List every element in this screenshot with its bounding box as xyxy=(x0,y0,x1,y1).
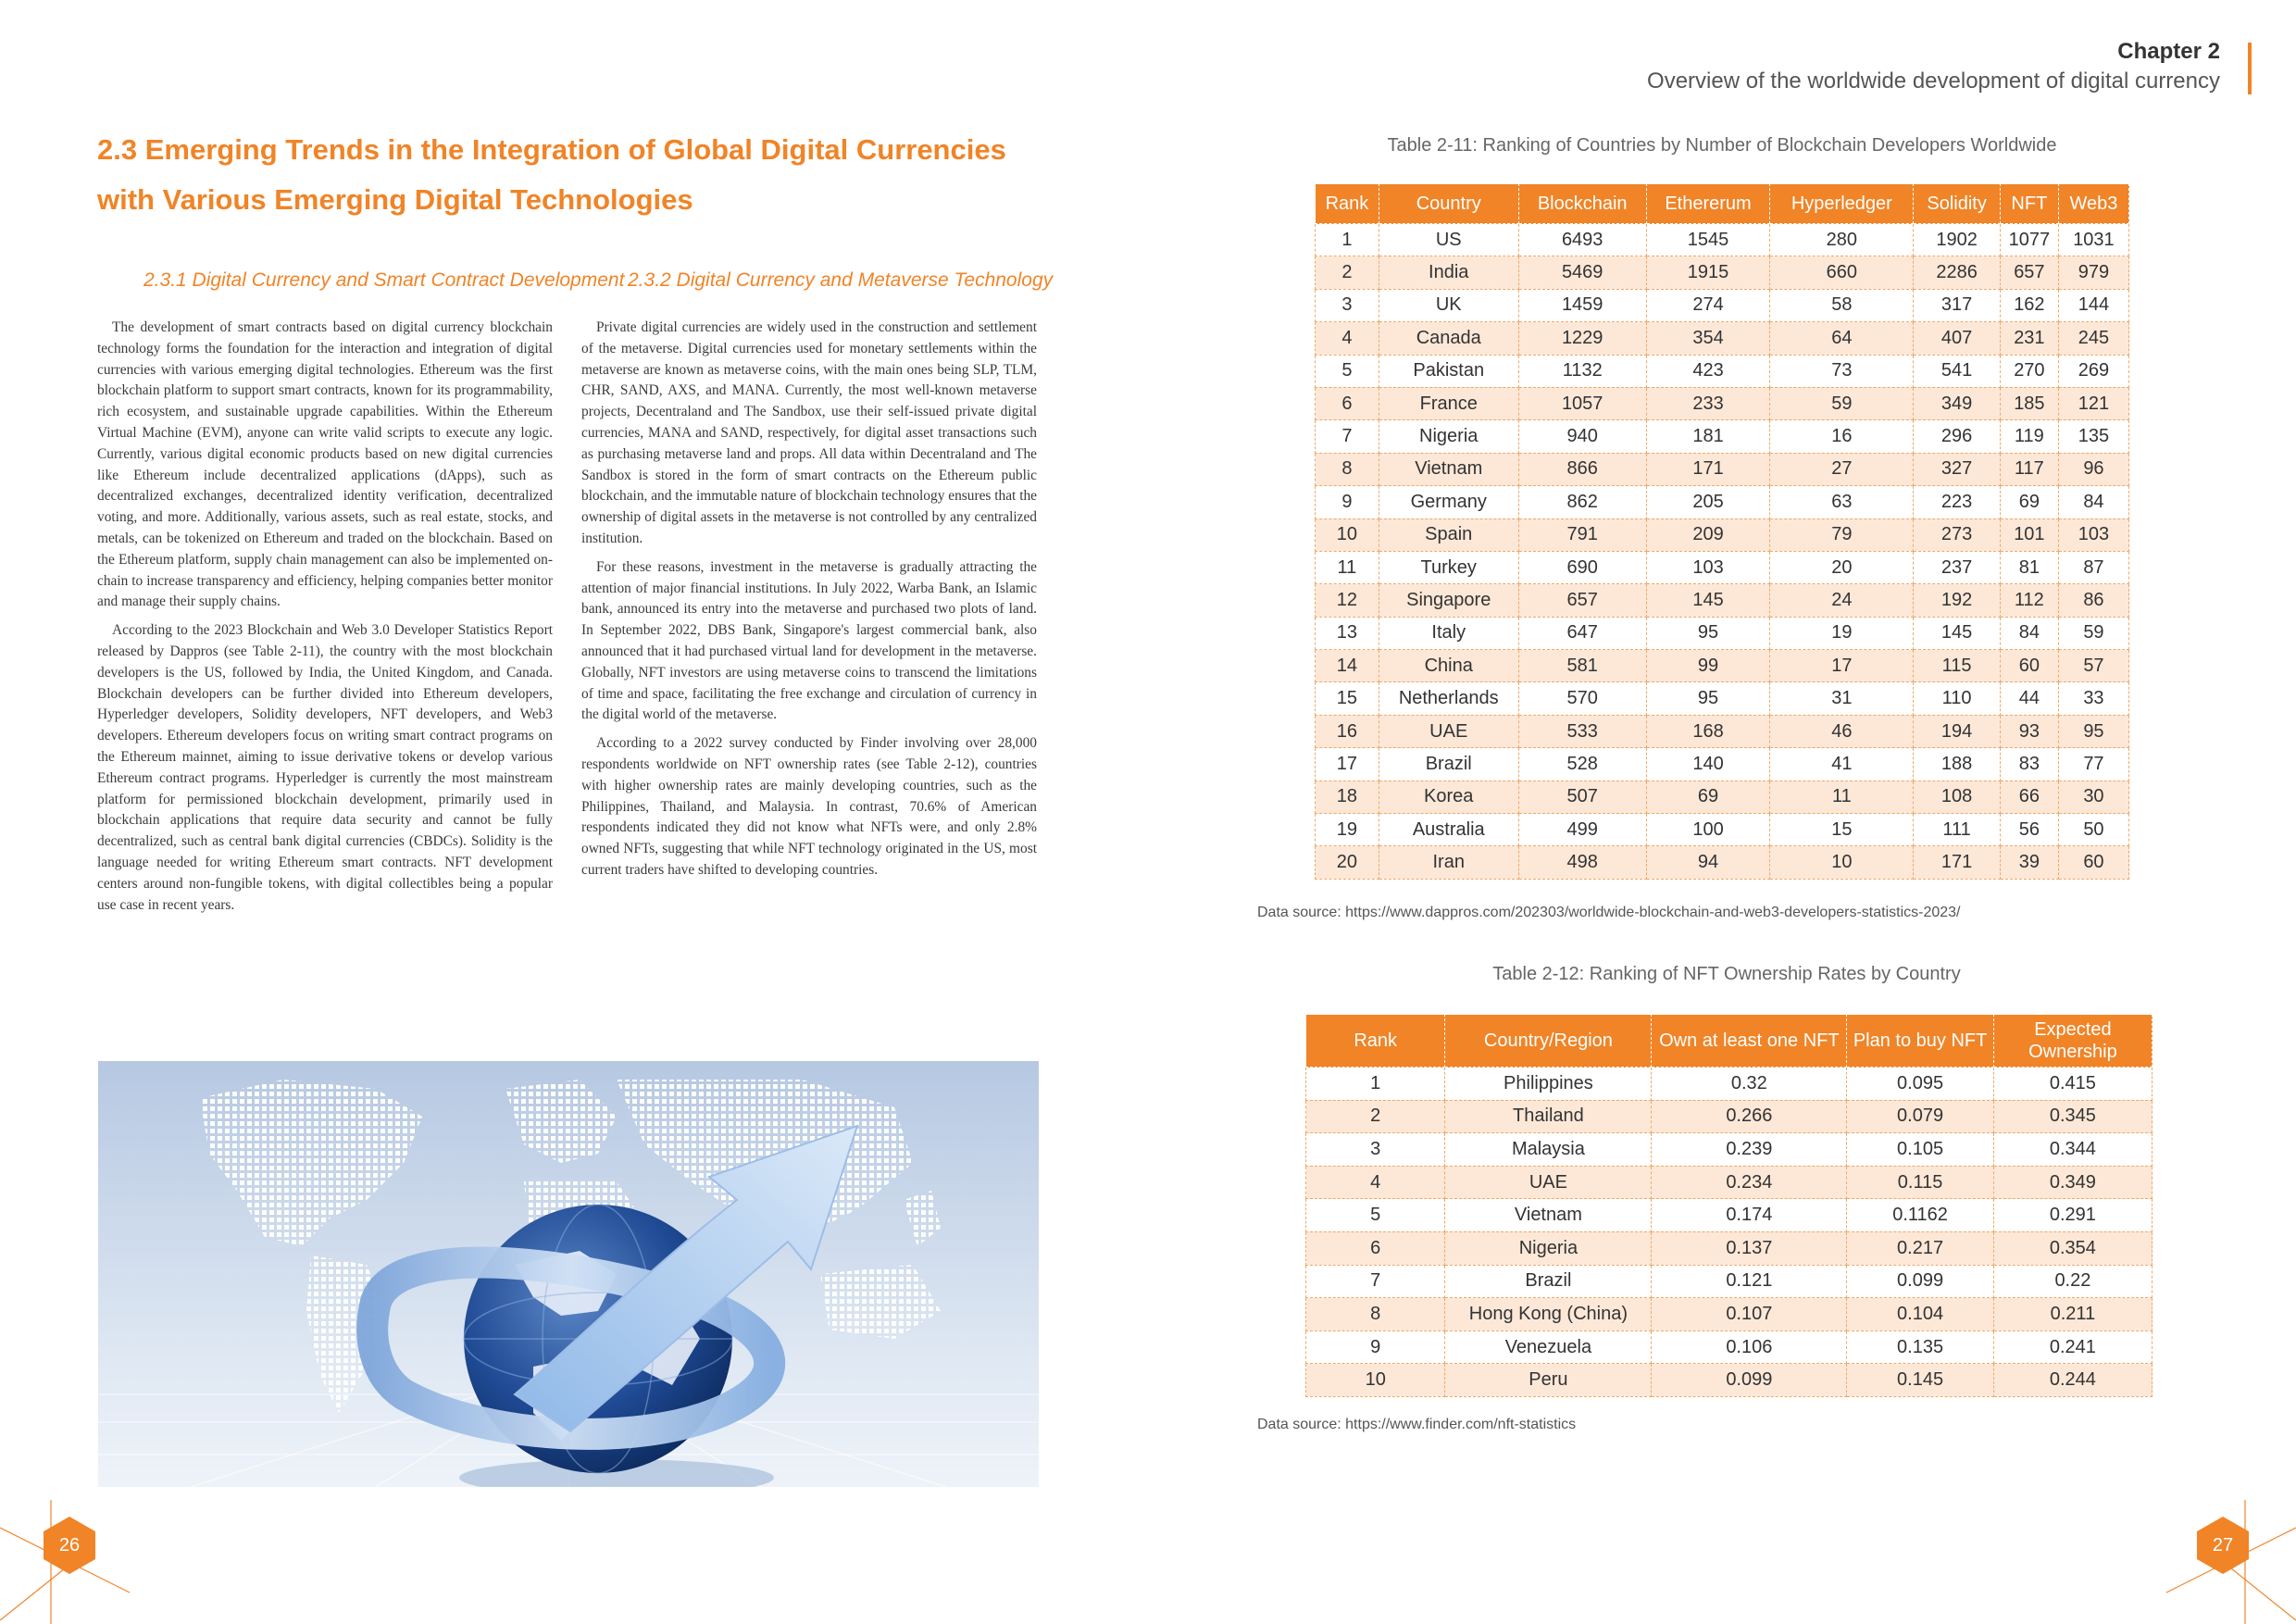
table-cell: 69 xyxy=(1646,781,1770,813)
table-cell: 162 xyxy=(2000,289,2058,321)
table-cell: 0.345 xyxy=(1993,1100,2152,1133)
table-cell: 1077 xyxy=(2000,224,2058,256)
table-cell: 83 xyxy=(2000,748,2058,781)
globe-arrow-illustration xyxy=(98,1061,1039,1487)
table-cell: 9 xyxy=(1306,1330,1445,1364)
table-cell: 4 xyxy=(1306,1166,1445,1199)
table-cell: 108 xyxy=(1914,781,2000,813)
table-cell: 0.106 xyxy=(1652,1330,1847,1364)
table-cell: 354 xyxy=(1646,322,1770,355)
col-header: Plan to buy NFT xyxy=(1847,1015,1994,1068)
table-row xyxy=(1306,1265,2152,1298)
table-cell: 13 xyxy=(1316,617,1379,649)
table-cell: 15 xyxy=(1770,814,1914,846)
table-cell: 3 xyxy=(1306,1133,1445,1167)
chapter-header xyxy=(1647,37,2220,96)
table-row xyxy=(1316,518,2129,551)
table-cell: 1915 xyxy=(1646,256,1770,289)
table-cell: China xyxy=(1379,650,1518,682)
table-cell: 647 xyxy=(1518,617,1646,649)
table-cell: 119 xyxy=(2000,420,2058,453)
table-cell: India xyxy=(1379,256,1518,289)
chapter-number: Chapter 2 xyxy=(2117,39,2220,64)
table-cell: 533 xyxy=(1518,715,1646,747)
table-cell: 100 xyxy=(1646,814,1770,846)
table-cell: 0.32 xyxy=(1652,1068,1847,1101)
table-cell: 209 xyxy=(1646,518,1770,551)
paragraph: For these reasons, investment in the metaverse is gradually attracting the attention of major financial institutions. In July 2022, Warba Bank, an Islamic bank, announced its entry into the metaverse and purchased two plots of land. In September 2022, DBS Bank, Singapore's largest commercial bank, also announced that it had purchased virtual land for development in the metaverse. Globally, NFT investors are using metaverse coins to transcend the limitations of time and space, facilitating the free exchange and circulation of currency in the digital world of the metaverse. xyxy=(581,558,1037,723)
table1-source: Data source: https://www.dappros.com/202303/worldwide-blockchain-and-web3-developers-statistics-2023/ xyxy=(1257,905,1961,920)
table-cell: 0.239 xyxy=(1652,1133,1847,1167)
table-cell: 5469 xyxy=(1518,256,1646,289)
table-row xyxy=(1316,551,2129,583)
table-cell: 570 xyxy=(1518,682,1646,715)
table-cell: 57 xyxy=(2058,650,2128,682)
table-cell: 1031 xyxy=(2058,224,2128,256)
table-cell: 18 xyxy=(1316,781,1379,813)
table-row xyxy=(1316,846,2129,879)
table-cell: 110 xyxy=(1914,682,2000,715)
table-cell: Vietnam xyxy=(1379,453,1518,485)
table-cell: France xyxy=(1379,387,1518,419)
table-cell: 145 xyxy=(1646,584,1770,617)
table-cell: Hong Kong (China) xyxy=(1445,1298,1652,1331)
table-cell: 96 xyxy=(2058,453,2128,485)
table-row xyxy=(1316,617,2129,649)
table-row xyxy=(1316,682,2129,715)
table-cell: UAE xyxy=(1445,1166,1652,1199)
table-cell: Italy xyxy=(1379,617,1518,649)
table-cell: 7 xyxy=(1306,1265,1445,1298)
table-row xyxy=(1316,420,2129,453)
table-cell: 231 xyxy=(2000,322,2058,355)
table-cell: Thailand xyxy=(1445,1100,1652,1133)
table-cell: 581 xyxy=(1518,650,1646,682)
table-row xyxy=(1316,748,2129,781)
table-cell: Nigeria xyxy=(1379,420,1518,453)
table-cell: 690 xyxy=(1518,551,1646,583)
table-row xyxy=(1316,584,2129,617)
table-cell: 0.354 xyxy=(1993,1231,2152,1265)
table-cell: 0.137 xyxy=(1652,1231,1847,1265)
table-row xyxy=(1306,1298,2152,1331)
col-header: Web3 xyxy=(2058,184,2128,224)
table-cell: 79 xyxy=(1770,518,1914,551)
table-cell: 30 xyxy=(2058,781,2128,813)
table-cell: 39 xyxy=(2000,846,2058,879)
table-cell: 194 xyxy=(1914,715,2000,747)
table-cell: 979 xyxy=(2058,256,2128,289)
col-header: Ethererum xyxy=(1646,184,1770,224)
table-cell: 117 xyxy=(2000,453,2058,485)
table-cell: 95 xyxy=(2058,715,2128,747)
table-row xyxy=(1306,1330,2152,1364)
table-cell: 0.135 xyxy=(1847,1330,1994,1364)
table-row xyxy=(1306,1133,2152,1167)
table-row xyxy=(1306,1199,2152,1232)
table-cell: Peru xyxy=(1445,1364,1652,1397)
table-cell: 269 xyxy=(2058,355,2128,387)
blockchain-developers-table xyxy=(1315,183,2129,880)
subsection-title-b: 2.3.2 Digital Currency and Metaverse Technology xyxy=(628,269,1054,291)
table-cell: 84 xyxy=(2000,617,2058,649)
table-cell: 6493 xyxy=(1518,224,1646,256)
table-cell: 17 xyxy=(1770,650,1914,682)
table-cell: 8 xyxy=(1316,453,1379,485)
table-cell: 95 xyxy=(1646,617,1770,649)
col-header: Country/Region xyxy=(1445,1015,1652,1068)
paragraph: The development of smart contracts based on digital currency blockchain technology forms the foundation for the interaction and integration of digital currencies with various emerging digital technologies. Ethereum was the first blockchain platform to support smart contracts, known for its programmability, rich ecosystem, and sustainable upgrade capabilities. Within the Ethereum Virtual Machine (EVM), anyone can write valid scripts to execute any logic. Currently, various digital economic products based on new digital currencies like Ethereum include decentralized applications (dApps), such as decentralized exchanges, decentralized identity verification, decentralized voting, and more. Additionally, various assets, such as real estate, stocks, and metals, can be tokenized on Ethereum and traded on the blockchain. Based on the Ethereum platform, supply chain management can also be implemented on-chain to increase transparency and efficiency, helping companies better monitor and manage their supply chains. xyxy=(97,319,553,610)
table-header-row xyxy=(1316,184,2129,224)
table-cell: 528 xyxy=(1518,748,1646,781)
col-header: Expected Ownership xyxy=(1993,1015,2152,1068)
table-cell: 407 xyxy=(1914,322,2000,355)
table-cell: 0.415 xyxy=(1993,1068,2152,1101)
table-cell: 498 xyxy=(1518,846,1646,879)
table-cell: 14 xyxy=(1316,650,1379,682)
table-row xyxy=(1316,322,2129,355)
table2-source: Data source: https://www.finder.com/nft-statistics xyxy=(1257,1417,1577,1432)
table-cell: 168 xyxy=(1646,715,1770,747)
table-cell: 19 xyxy=(1770,617,1914,649)
table-cell: 87 xyxy=(2058,551,2128,583)
table-cell: 12 xyxy=(1316,584,1379,617)
table-row xyxy=(1316,453,2129,485)
table-cell: Germany xyxy=(1379,486,1518,518)
table-cell: 1 xyxy=(1306,1068,1445,1101)
table-row xyxy=(1306,1068,2152,1101)
table-cell: 940 xyxy=(1518,420,1646,453)
table-cell: 0.234 xyxy=(1652,1166,1847,1199)
table-cell: 84 xyxy=(2058,486,2128,518)
col-header: Rank xyxy=(1306,1015,1445,1068)
table-cell: 862 xyxy=(1518,486,1646,518)
table-cell: 171 xyxy=(1914,846,2000,879)
table-cell: 46 xyxy=(1770,715,1914,747)
table-cell: 237 xyxy=(1914,551,2000,583)
table-cell: 866 xyxy=(1518,453,1646,485)
table-cell: 31 xyxy=(1770,682,1914,715)
table-cell: 1902 xyxy=(1914,224,2000,256)
table-cell: 0.1162 xyxy=(1847,1199,1994,1232)
table-cell: UK xyxy=(1379,289,1518,321)
table-cell: 50 xyxy=(2058,814,2128,846)
table-row xyxy=(1316,650,2129,682)
table-cell: 1545 xyxy=(1646,224,1770,256)
table-cell: 121 xyxy=(2058,387,2128,419)
table-cell: 115 xyxy=(1914,650,2000,682)
table-cell: 245 xyxy=(2058,322,2128,355)
table-cell: 10 xyxy=(1316,518,1379,551)
table-cell: Philippines xyxy=(1445,1068,1652,1101)
table-cell: 58 xyxy=(1770,289,1914,321)
table-cell: 59 xyxy=(2058,617,2128,649)
table-row xyxy=(1316,224,2129,256)
table-cell: 181 xyxy=(1646,420,1770,453)
page-number-left: 26 xyxy=(58,1535,81,1555)
table-cell: 111 xyxy=(1914,814,2000,846)
table-cell: 0.291 xyxy=(1993,1199,2152,1232)
table-cell: 33 xyxy=(2058,682,2128,715)
table-cell: 27 xyxy=(1770,453,1914,485)
col-header: Country xyxy=(1379,184,1518,224)
table-cell: 0.115 xyxy=(1847,1166,1994,1199)
table-cell: 192 xyxy=(1914,584,2000,617)
table-cell: 6 xyxy=(1316,387,1379,419)
table-row xyxy=(1316,387,2129,419)
table-cell: 5 xyxy=(1316,355,1379,387)
table-cell: Korea xyxy=(1379,781,1518,813)
table-cell: 507 xyxy=(1518,781,1646,813)
table-cell: 64 xyxy=(1770,322,1914,355)
table-cell: 0.099 xyxy=(1652,1364,1847,1397)
table-cell: 112 xyxy=(2000,584,2058,617)
table-cell: 2286 xyxy=(1914,256,2000,289)
table-row xyxy=(1316,289,2129,321)
table-cell: 81 xyxy=(2000,551,2058,583)
table-cell: 188 xyxy=(1914,748,2000,781)
table-cell: 233 xyxy=(1646,387,1770,419)
table-cell: 205 xyxy=(1646,486,1770,518)
table-cell: 0.241 xyxy=(1993,1330,2152,1364)
table-cell: 77 xyxy=(2058,748,2128,781)
table-cell: UAE xyxy=(1379,715,1518,747)
table-cell: 1057 xyxy=(1518,387,1646,419)
table-cell: 19 xyxy=(1316,814,1379,846)
table-cell: 63 xyxy=(1770,486,1914,518)
table-cell: Canada xyxy=(1379,322,1518,355)
table-cell: Pakistan xyxy=(1379,355,1518,387)
col-header: Own at least one NFT xyxy=(1652,1015,1847,1068)
table-cell: 0.107 xyxy=(1652,1298,1847,1331)
table-cell: 135 xyxy=(2058,420,2128,453)
paragraph: Private digital currencies are widely used in the construction and settlement of the metaverse. Digital currencies used for monetary settlements within the metaverse are known as metaverse coins, with the main ones being SLP, TLM, CHR, SAND, AXS, and MANA. Currently, the most well-known metaverse projects, Decentraland and The Sandbox, use their self-issued private digital currencies, MANA and SAND, respectively, for digital asset transactions such as purchasing metaverse land and props. All data within Decentraland and The Sandbox is stored in the form of smart contracts on the Ethereum public blockchain, and the immutable nature of blockchain technology ensures that the ownership of digital assets in the metaverse is not controlled by any centralized institution. xyxy=(581,319,1037,546)
table-cell: 0.174 xyxy=(1652,1199,1847,1232)
table-cell: Malaysia xyxy=(1445,1133,1652,1167)
table-cell: Iran xyxy=(1379,846,1518,879)
table-cell: 101 xyxy=(2000,518,2058,551)
table-cell: 20 xyxy=(1316,846,1379,879)
table-cell: 8 xyxy=(1306,1298,1445,1331)
table-cell: 5 xyxy=(1306,1199,1445,1232)
table-cell: 2 xyxy=(1306,1100,1445,1133)
table-cell: 0.105 xyxy=(1847,1133,1994,1167)
table-cell: Singapore xyxy=(1379,584,1518,617)
table-cell: Venezuela xyxy=(1445,1330,1652,1364)
table-cell: 0.349 xyxy=(1993,1166,2152,1199)
table-row xyxy=(1316,814,2129,846)
text-column-a xyxy=(97,318,553,923)
table-cell: 0.079 xyxy=(1847,1100,1994,1133)
page-number-right: 27 xyxy=(2212,1535,2234,1555)
table-cell: 6 xyxy=(1306,1231,1445,1265)
table-cell: 3 xyxy=(1316,289,1379,321)
table-row xyxy=(1316,486,2129,518)
table-cell: 15 xyxy=(1316,682,1379,715)
table-cell: 59 xyxy=(1770,387,1914,419)
table-cell: 541 xyxy=(1914,355,2000,387)
table-cell: 1229 xyxy=(1518,322,1646,355)
paragraph: According to a 2022 survey conducted by Finder involving over 28,000 respondents worldwide on NFT ownership rates (see Table 2-12), countries with higher ownership rates are mainly developing countries, such as the Philippines, Thailand, and Malaysia. In contrast, 70.6% of American respondents indicated they did not know what NFTs were, and only 2.8% owned NFTs, suggesting that while NFT technology originated in the US, most current traders have shifted to developing countries. xyxy=(581,735,1037,878)
table-cell: Netherlands xyxy=(1379,682,1518,715)
table-row xyxy=(1306,1166,2152,1199)
chapter-accent-bar xyxy=(2248,43,2252,94)
table-cell: 103 xyxy=(1646,551,1770,583)
table-cell: 1 xyxy=(1316,224,1379,256)
table-cell: 11 xyxy=(1770,781,1914,813)
table-cell: Nigeria xyxy=(1445,1231,1652,1265)
paragraph: According to the 2023 Blockchain and Web 3.0 Developer Statistics Report released by Dappros (see Table 2-11), the country with the most blockchain developers is the US, followed by India, the United Kingdom, and Canada. Blockchain developers can be further divided into Ethereum developers, Hyperledger developers, Solidity developers, NFT developers, and Web3 developers. Ethereum developers focus on writing smart contract programs on the Ethereum mainnet, aiming to issue derivative tokens or develop various Ethereum contract programs. Hyperledger is currently the most mainstream platform for permissioned blockchain development, primarily used in blockchain applications that require data security and cannot be fully decentralized, such as central bank digital currencies (CBDCs). Solidity is the language needed for writing Ethereum smart contracts. NFT development centers around non-fungible tokens, with digital collectibles being a popular use case in recent years. xyxy=(97,622,553,913)
table2-caption: Table 2-12: Ranking of NFT Ownership Rates by Country xyxy=(1492,964,1961,984)
table-cell: Spain xyxy=(1379,518,1518,551)
table-cell: 185 xyxy=(2000,387,2058,419)
table-cell: 11 xyxy=(1316,551,1379,583)
table-row xyxy=(1316,715,2129,747)
chapter-subtitle: Overview of the worldwide development of digital currency xyxy=(1647,69,2220,94)
table-cell: 0.145 xyxy=(1847,1364,1994,1397)
table-cell: 270 xyxy=(2000,355,2058,387)
table-row xyxy=(1306,1100,2152,1133)
table-cell: Vietnam xyxy=(1445,1199,1652,1232)
table-row xyxy=(1306,1231,2152,1265)
table-cell: 103 xyxy=(2058,518,2128,551)
corner-line-right xyxy=(2166,1500,2296,1624)
table-cell: 16 xyxy=(1770,420,1914,453)
table-cell: 10 xyxy=(1306,1364,1445,1397)
table-cell: 0.217 xyxy=(1847,1231,1994,1265)
table-cell: Brazil xyxy=(1445,1265,1652,1298)
table-row xyxy=(1316,355,2129,387)
table-cell: 0.211 xyxy=(1993,1298,2152,1331)
table-cell: 0.104 xyxy=(1847,1298,1994,1331)
table-cell: 660 xyxy=(1770,256,1914,289)
table-header-row xyxy=(1306,1015,2152,1068)
table-cell: US xyxy=(1379,224,1518,256)
table-cell: 327 xyxy=(1914,453,2000,485)
table-cell: 657 xyxy=(1518,584,1646,617)
col-header: Solidity xyxy=(1914,184,2000,224)
col-header: Hyperledger xyxy=(1770,184,1914,224)
nft-ownership-table xyxy=(1305,1014,2152,1397)
table-cell: 60 xyxy=(2000,650,2058,682)
table-cell: 0.244 xyxy=(1993,1364,2152,1397)
table-cell: 0.121 xyxy=(1652,1265,1847,1298)
table-cell: 280 xyxy=(1770,224,1914,256)
table-cell: 10 xyxy=(1770,846,1914,879)
table-cell: 273 xyxy=(1914,518,2000,551)
table-cell: 317 xyxy=(1914,289,2000,321)
table-cell: 499 xyxy=(1518,814,1646,846)
table-cell: 657 xyxy=(2000,256,2058,289)
section-title: 2.3 Emerging Trends in the Integration of Global Digital Currencies with Various Emerging Digital Technologies xyxy=(97,133,1006,216)
subsection-title-a: 2.3.1 Digital Currency and Smart Contract Development xyxy=(144,269,625,291)
table-cell: 144 xyxy=(2058,289,2128,321)
table-cell: 145 xyxy=(1914,617,2000,649)
table-cell: 9 xyxy=(1316,486,1379,518)
table-cell: 93 xyxy=(2000,715,2058,747)
table1-caption: Table 2-11: Ranking of Countries by Number of Blockchain Developers Worldwide xyxy=(1387,135,2057,156)
table-cell: 99 xyxy=(1646,650,1770,682)
table-cell: 349 xyxy=(1914,387,2000,419)
table-cell: 66 xyxy=(2000,781,2058,813)
table-cell: 73 xyxy=(1770,355,1914,387)
table-cell: 24 xyxy=(1770,584,1914,617)
table-cell: 16 xyxy=(1316,715,1379,747)
table-cell: 86 xyxy=(2058,584,2128,617)
table-cell: 60 xyxy=(2058,846,2128,879)
table-cell: 0.266 xyxy=(1652,1100,1847,1133)
table-cell: 223 xyxy=(1914,486,2000,518)
table-row xyxy=(1316,256,2129,289)
table-cell: 0.22 xyxy=(1993,1265,2152,1298)
table-cell: 171 xyxy=(1646,453,1770,485)
table-cell: 41 xyxy=(1770,748,1914,781)
text-column-b xyxy=(581,318,1037,889)
col-header: Blockchain xyxy=(1518,184,1646,224)
table-cell: 94 xyxy=(1646,846,1770,879)
table-cell: 1132 xyxy=(1518,355,1646,387)
table-cell: 140 xyxy=(1646,748,1770,781)
table-cell: 0.099 xyxy=(1847,1265,1994,1298)
corner-line-left xyxy=(0,1500,130,1624)
table-row xyxy=(1306,1364,2152,1397)
table-cell: 17 xyxy=(1316,748,1379,781)
table-cell: Turkey xyxy=(1379,551,1518,583)
table-row xyxy=(1316,781,2129,813)
table-cell: 0.344 xyxy=(1993,1133,2152,1167)
table-cell: 1459 xyxy=(1518,289,1646,321)
table-cell: 296 xyxy=(1914,420,2000,453)
table-cell: 20 xyxy=(1770,551,1914,583)
table-cell: 56 xyxy=(2000,814,2058,846)
col-header: Rank xyxy=(1316,184,1379,224)
table-cell: 44 xyxy=(2000,682,2058,715)
table-cell: 69 xyxy=(2000,486,2058,518)
table-cell: 423 xyxy=(1646,355,1770,387)
table-cell: 4 xyxy=(1316,322,1379,355)
table-cell: 95 xyxy=(1646,682,1770,715)
table-cell: 2 xyxy=(1316,256,1379,289)
col-header: NFT xyxy=(2000,184,2058,224)
table-cell: 274 xyxy=(1646,289,1770,321)
table-cell: 0.095 xyxy=(1847,1068,1994,1101)
table-cell: 7 xyxy=(1316,420,1379,453)
table-cell: Australia xyxy=(1379,814,1518,846)
table-cell: Brazil xyxy=(1379,748,1518,781)
table-cell: 791 xyxy=(1518,518,1646,551)
